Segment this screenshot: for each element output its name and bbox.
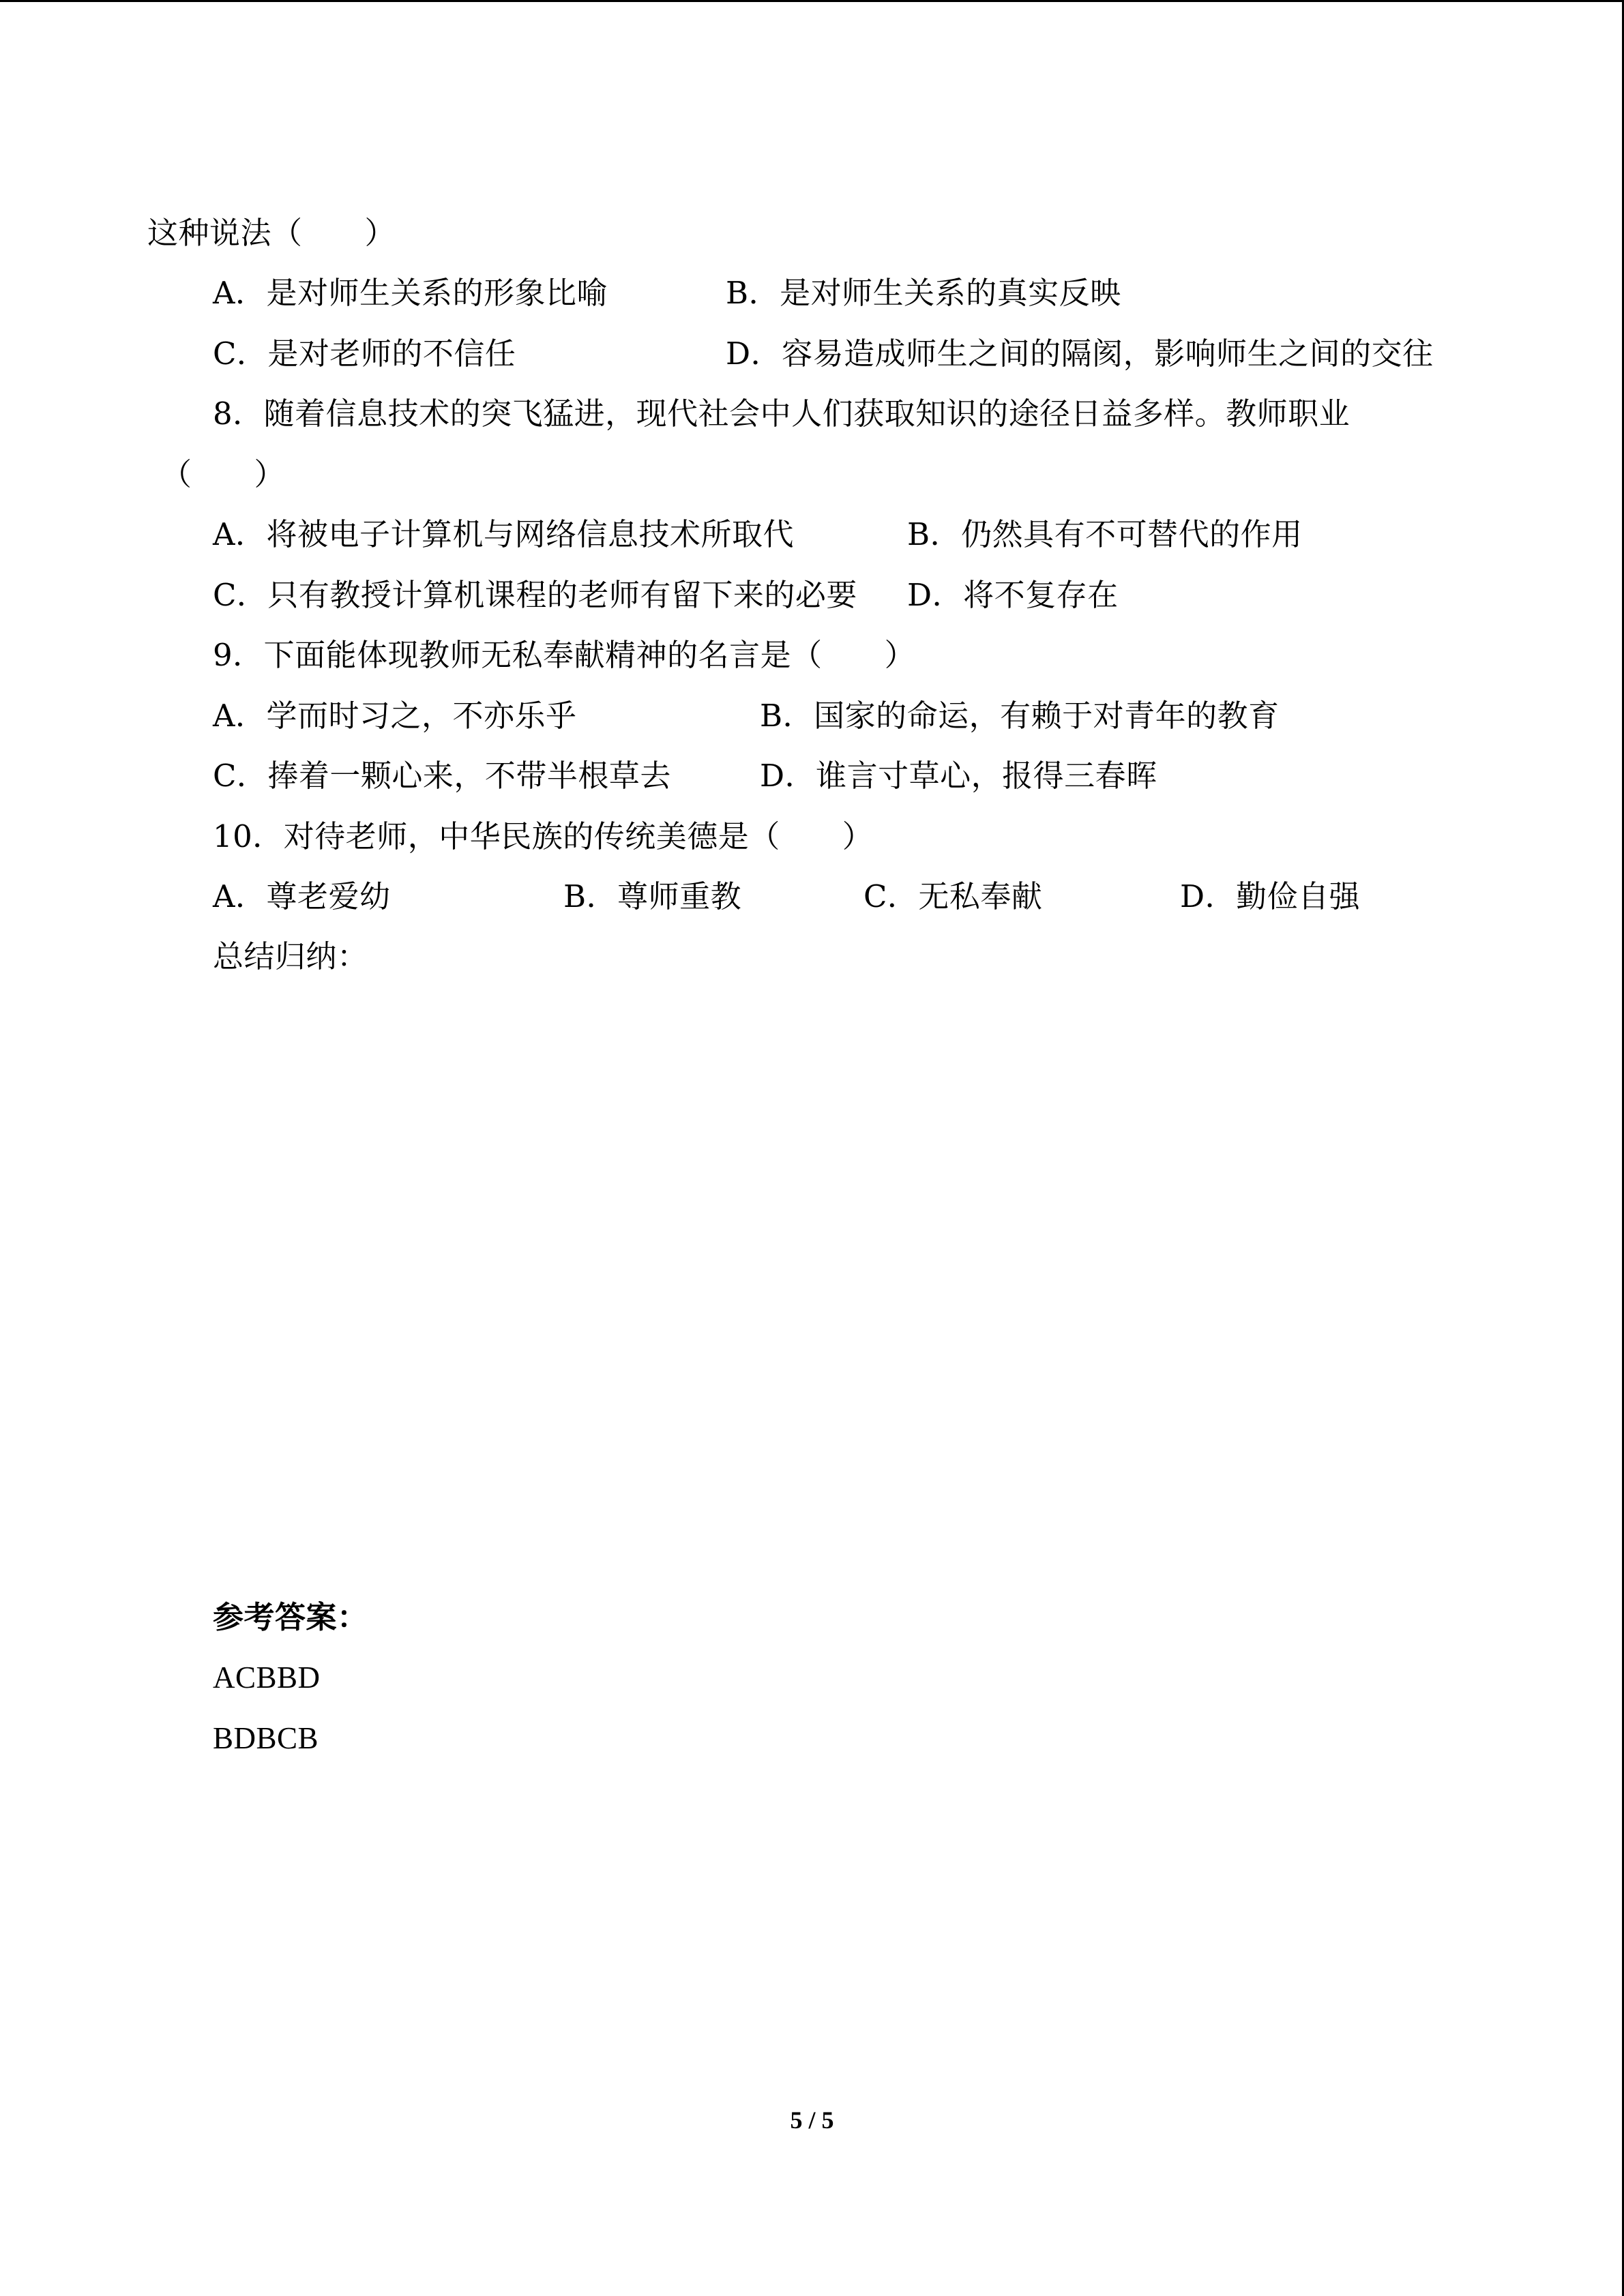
answers-title: 参考答案：: [213, 1599, 368, 1635]
question-9-stem: 9．下面能体现教师无私奉献精神的名言是（ ）: [213, 637, 916, 673]
q10-option-b: B．尊师重教: [563, 878, 742, 914]
answers-line-1: ACBBD: [213, 1660, 321, 1695]
page-top-border: [0, 0, 1624, 2]
q9-option-d: D．谁言寸草心，报得三春晖: [760, 758, 1157, 794]
q8-option-a: A．将被电子计算机与网络信息技术所取代: [213, 516, 794, 552]
question-10-stem: 10．对待老师，中华民族的传统美德是（ ）: [213, 818, 874, 854]
q8-option-d: D．将不复存在: [907, 577, 1119, 613]
page-number: 5 / 5: [790, 2106, 834, 2134]
q7-option-c: C．是对老师的不信任: [213, 336, 516, 372]
q7-option-a: A．是对师生关系的形象比喻: [213, 275, 608, 311]
q10-option-d: D．勤俭自强: [1180, 878, 1361, 914]
q7-option-d: D．容易造成师生之间的隔阂，影响师生之间的交往: [726, 336, 1434, 372]
summary-label: 总结归纳：: [213, 938, 368, 974]
q10-option-a: A．尊老爱幼: [213, 878, 391, 914]
q8-option-b: B．仍然具有不可替代的作用: [907, 516, 1303, 552]
question-8-stem-continuation: （ ）: [161, 456, 286, 492]
q8-option-c: C．只有教授计算机课程的老师有留下来的必要: [213, 577, 857, 613]
q10-option-c: C．无私奉献: [863, 878, 1043, 914]
question-7-stem-continuation: 这种说法（ ）: [147, 215, 396, 251]
answers-line-2: BDBCB: [213, 1721, 319, 1755]
question-8-stem: 8．随着信息技术的突飞猛进，现代社会中人们获取知识的途径日益多样。教师职业: [213, 396, 1350, 432]
q9-option-c: C．捧着一颗心来，不带半根草去: [213, 758, 671, 794]
q9-option-b: B．国家的命运，有赖于对青年的教育: [760, 698, 1280, 734]
q9-option-a: A．学而时习之，不亦乐乎: [213, 698, 577, 734]
q7-option-b: B．是对师生关系的真实反映: [726, 275, 1121, 311]
